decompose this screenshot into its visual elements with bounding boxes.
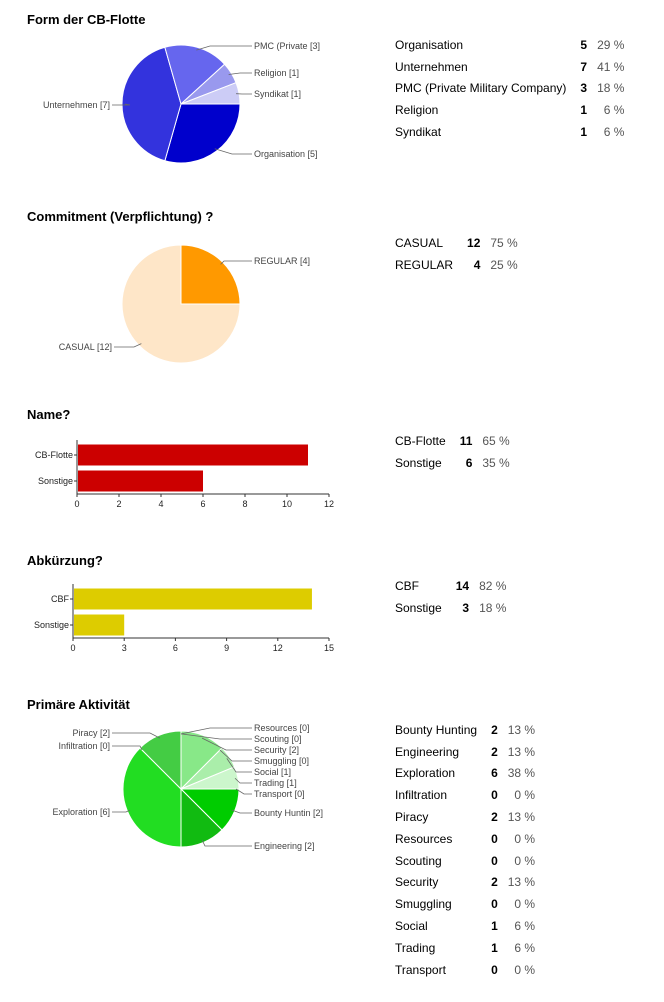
- row-count: 4: [473, 257, 481, 272]
- row-count: 0: [491, 853, 498, 868]
- row-count: 1: [491, 940, 498, 955]
- row-count: 2: [491, 875, 498, 890]
- slice-label: Resources [0]: [254, 723, 310, 733]
- row-label: CASUAL: [395, 235, 444, 250]
- row-label: PMC (Private Military Company): [395, 81, 567, 96]
- x-tick-label: 0: [70, 643, 76, 653]
- row-count: 0: [491, 897, 498, 912]
- callout-line: [112, 746, 142, 750]
- row-percent: 13 %: [507, 875, 536, 890]
- slice-label: Smuggling [0]: [254, 756, 310, 766]
- row-percent: 6 %: [514, 940, 536, 955]
- table-row: [395, 763, 535, 785]
- slice-label: Scouting [0]: [254, 734, 302, 744]
- row-label: Piracy: [395, 810, 429, 825]
- row-percent: 29 %: [597, 37, 625, 52]
- row-label: Organisation: [395, 37, 464, 52]
- slice-label: Security [2]: [254, 745, 300, 755]
- row-label: Engineering: [395, 744, 460, 759]
- row-count: 7: [580, 59, 588, 74]
- row-label: Scouting: [395, 853, 442, 868]
- row-label: Trading: [395, 940, 436, 955]
- row-count: 6: [491, 766, 498, 781]
- row-count: 0: [491, 831, 498, 846]
- chart-title: Name?: [27, 407, 71, 422]
- row-percent: 6 %: [514, 919, 536, 934]
- slice-label: Syndikat [1]: [254, 89, 302, 99]
- x-tick-label: 3: [121, 643, 127, 653]
- row-count: 3: [462, 600, 470, 615]
- row-count: 0: [491, 962, 498, 977]
- x-tick-label: 8: [242, 499, 248, 509]
- slice-label: Engineering [2]: [254, 841, 315, 851]
- row-percent: 75 %: [490, 235, 518, 250]
- x-tick-label: 0: [74, 499, 80, 509]
- row-count: 11: [459, 433, 473, 448]
- table-row: [395, 959, 535, 981]
- row-label: Social: [395, 919, 428, 934]
- row-count: 2: [491, 722, 498, 737]
- row-label: Syndikat: [395, 125, 442, 140]
- table-row: [395, 937, 535, 959]
- row-label: Sonstige: [395, 600, 442, 615]
- row-label: Exploration: [395, 766, 456, 781]
- row-percent: 18 %: [597, 81, 625, 96]
- row-label: REGULAR: [395, 257, 454, 272]
- slice-label: CASUAL [12]: [58, 342, 112, 352]
- row-label: CB-Flotte: [395, 433, 446, 448]
- row-percent: 25 %: [490, 257, 518, 272]
- x-tick-label: 6: [172, 643, 178, 653]
- row-count: 14: [455, 578, 470, 593]
- slice-label: Religion [1]: [254, 68, 300, 78]
- x-tick-label: 15: [323, 643, 335, 653]
- row-percent: 82 %: [479, 578, 507, 593]
- table-row: [395, 850, 535, 872]
- row-count: 3: [580, 81, 588, 96]
- row-count: 1: [491, 919, 498, 934]
- slice-label: Organisation [5]: [254, 149, 318, 159]
- row-percent: 0 %: [514, 897, 536, 912]
- table-row: [395, 741, 535, 763]
- table-row: [395, 806, 535, 828]
- x-tick-label: 10: [281, 499, 293, 509]
- row-count: 1: [580, 125, 588, 140]
- x-tick-label: 2: [116, 499, 122, 509]
- table-row: [395, 719, 535, 741]
- chart-title: Abkürzung?: [27, 553, 103, 568]
- row-label: Resources: [395, 831, 453, 846]
- category-label: CBF: [51, 594, 69, 604]
- category-label: Sonstige: [33, 620, 69, 630]
- callout-line: [202, 840, 252, 846]
- slice-label: Transport [0]: [254, 789, 305, 799]
- slice-label: Trading [1]: [254, 778, 297, 788]
- row-label: Security: [395, 875, 439, 890]
- row-label: Bounty Hunting: [395, 722, 478, 737]
- row-percent: 13 %: [507, 810, 536, 825]
- row-label: Smuggling: [395, 897, 452, 912]
- slice-label: PMC (Private [3]: [254, 41, 321, 51]
- slice-label: Exploration [6]: [52, 807, 110, 817]
- x-tick-label: 12: [323, 499, 335, 509]
- row-count: 6: [465, 455, 473, 470]
- row-label: Sonstige: [395, 455, 442, 470]
- row-count: 0: [491, 788, 498, 803]
- row-count: 5: [580, 37, 588, 52]
- row-percent: 13 %: [507, 744, 536, 759]
- row-percent: 18 %: [479, 600, 507, 615]
- slice-label: Unternehmen [7]: [42, 100, 110, 110]
- row-percent: 65 %: [482, 433, 510, 448]
- slice-label: Piracy [2]: [72, 728, 110, 738]
- row-label: Transport: [395, 962, 446, 977]
- category-label: CB-Flotte: [34, 450, 73, 460]
- row-count: 1: [580, 103, 588, 118]
- row-percent: 13 %: [507, 722, 536, 737]
- stats-table-activity: [395, 719, 535, 981]
- slice-label: Bounty Huntin [2]: [254, 808, 324, 818]
- row-percent: 6 %: [603, 103, 625, 118]
- row-percent: 6 %: [603, 125, 625, 140]
- row-percent: 0 %: [514, 853, 536, 868]
- row-percent: 0 %: [514, 831, 536, 846]
- row-percent: 41 %: [597, 59, 625, 74]
- row-percent: 0 %: [514, 788, 536, 803]
- table-row: [395, 893, 535, 915]
- slice-label: Infiltration [0]: [58, 741, 110, 751]
- chart-title: Form der CB-Flotte: [27, 12, 146, 27]
- callout-line: [112, 733, 160, 738]
- row-label: Infiltration: [395, 788, 448, 803]
- row-label: CBF: [395, 578, 419, 593]
- table-row: [395, 915, 535, 937]
- pie-chart-activity: [0, 720, 380, 870]
- row-percent: 38 %: [507, 766, 536, 781]
- row-count: 2: [491, 810, 498, 825]
- chart-title: Primäre Aktivität: [27, 697, 130, 712]
- table-row: [395, 872, 535, 894]
- row-label: Religion: [395, 103, 439, 118]
- row-count: 12: [467, 235, 481, 250]
- x-tick-label: 9: [224, 643, 230, 653]
- slice-label: REGULAR [4]: [254, 256, 311, 266]
- x-tick-label: 6: [200, 499, 206, 509]
- chart-title: Commitment (Verpflichtung) ?: [27, 209, 214, 224]
- row-percent: 35 %: [482, 455, 510, 470]
- row-count: 2: [491, 744, 498, 759]
- x-tick-label: 4: [158, 499, 164, 509]
- x-tick-label: 12: [272, 643, 283, 653]
- row-percent: 0 %: [514, 962, 536, 977]
- row-label: Unternehmen: [395, 59, 468, 74]
- category-label: Sonstige: [37, 476, 73, 486]
- table-row: [395, 784, 535, 806]
- table-row: [395, 828, 535, 850]
- slice-label: Social [1]: [254, 767, 292, 777]
